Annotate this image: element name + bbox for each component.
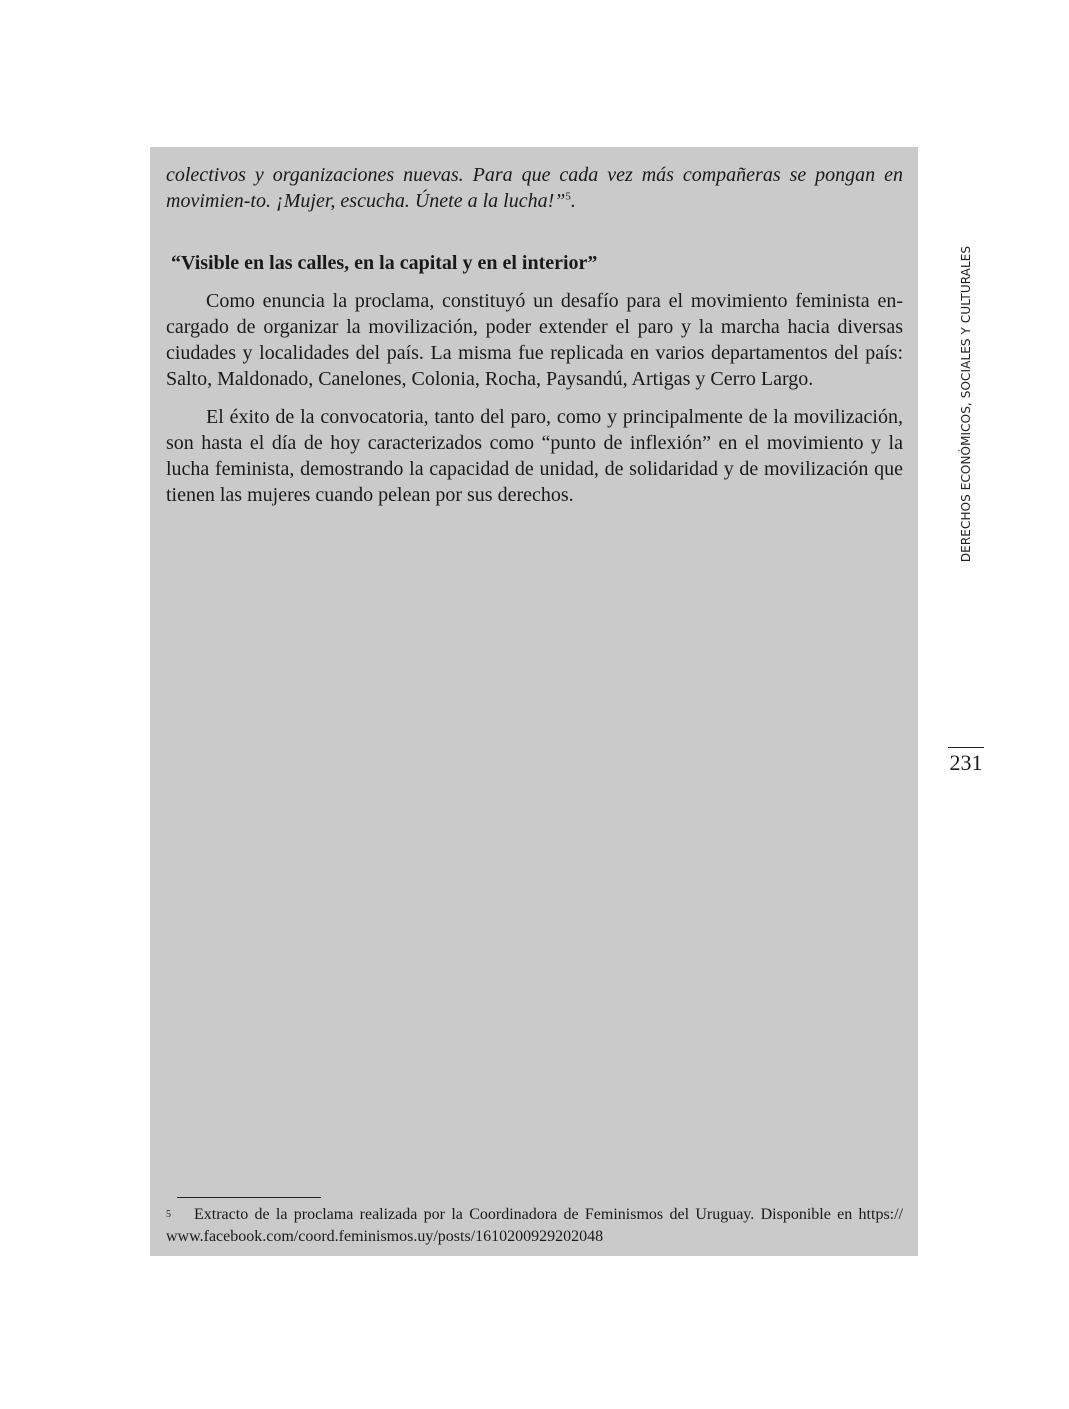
footnote-separator	[177, 1197, 321, 1198]
quote-continuation	[166, 162, 903, 214]
quote-trailing: .	[570, 190, 576, 212]
page-number-rule	[948, 747, 984, 748]
running-title: DERECHOS ECONÓMICOS, SOCIALES Y CULTURALES	[959, 245, 973, 563]
body-paragraph: El éxito de la convocatoria, tanto del paro, como y principalmente de la movilización, son hasta el día de hoy caracterizados como “punto de inflexión” en el movimiento y la lucha feminista, demostrando la capacidad de unidad, de solidaridad y de movilización que tienen las mujeres cuando pelean por sus derechos.	[166, 406, 903, 506]
page-number: 231	[949, 750, 983, 775]
footnote-text: Extracto de la proclama realizada por la Coordinadora de Feminismos del Uruguay. Disponible en https:// www.facebook.com/coord.feminismos.uy/posts/1610200929202048	[166, 1206, 903, 1245]
section-heading: “Visible en las calles, en la capital y en el interior”	[171, 252, 598, 274]
footnote	[166, 1204, 903, 1248]
footnote-ref[interactable]: 5	[565, 190, 571, 203]
footnote-number: 5	[166, 1209, 171, 1220]
quote-text: colectivos y organizaciones nuevas. Para que cada vez más compañeras se pongan en movimien-to. ¡Mujer, escucha. Únete a la lucha!”	[166, 164, 903, 212]
body-paragraph: Como enuncia la proclama, constituyó un desafío para el movimiento feminista en-cargado de organizar la movilización, poder extender el paro y la marcha hacia diversas ciudades y localidades del país. La misma fue replicada en varios departamentos del país: Salto, Maldonado, Canelones, Colonia, Rocha, Paysandú, Artigas y Cerro Largo.	[166, 290, 903, 390]
